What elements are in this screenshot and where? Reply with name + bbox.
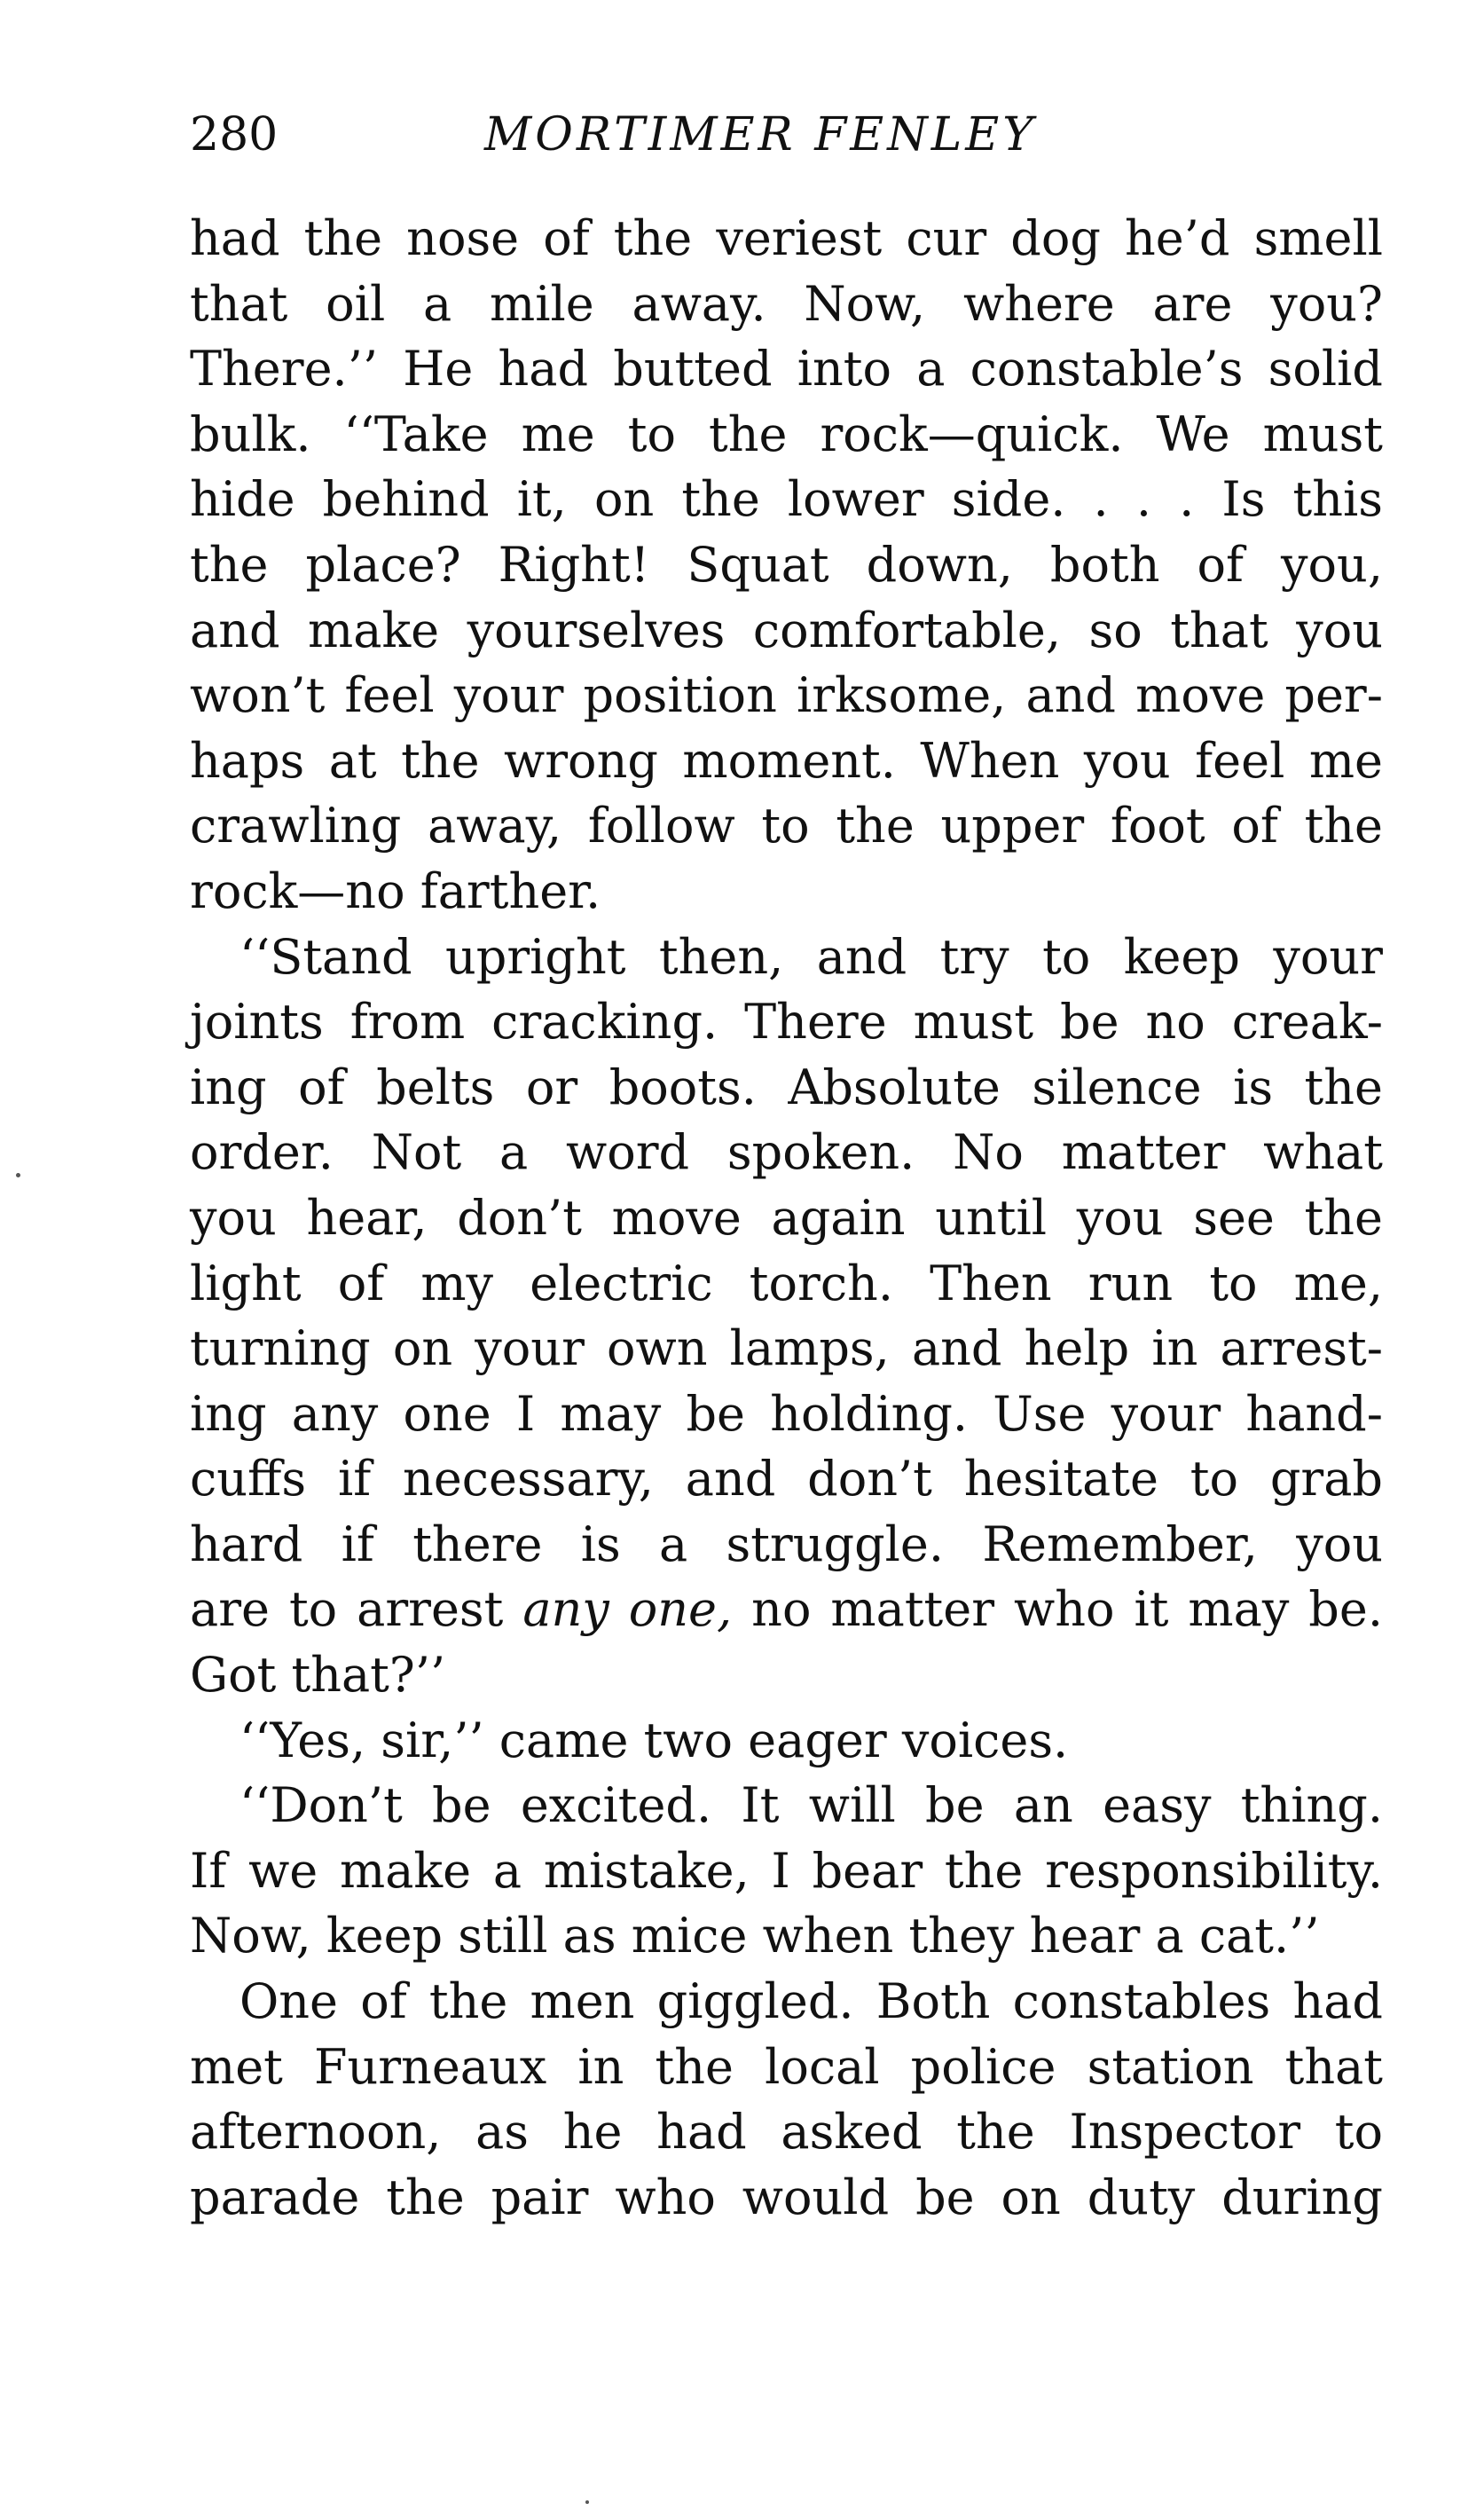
text-line: light of my electric torch. Then run to me, [190,1255,1383,1311]
text-line: had the nose of the veriest cur dog he’d smell [190,210,1383,266]
scan-speck [585,2500,589,2504]
text-line: cuffs if necessary, and don’t hesitate to grab [190,1451,1383,1507]
text-line: met Furneaux in the local police station that [190,2038,1383,2095]
body-text [190,206,1383,2230]
text-segment: no matter who it may be. [732,1581,1383,1638]
text-line: that oil a mile away. Now, where are you? [190,275,1383,332]
text-line: ing of belts or boots. Absolute silence is the [190,1059,1383,1115]
text-line-with-emphasis [190,1577,1383,1642]
text-line: hard if there is a struggle. Remember, you [190,1515,1383,1572]
paragraph-start-line: ‘‘Stand upright then, and try to keep your [239,928,1383,985]
text-line: crawling away, follow to the upper foot of the [190,798,1383,854]
text-line: If we make a mistake, I bear the responsibility. [190,1842,1383,1899]
paragraph-end-line: Got that?’’ [190,1647,446,1704]
text-line: bulk. ‘‘Take me to the rock—quick. We must [190,405,1383,462]
text-line: parade the pair who would be on duty during [190,2169,1383,2225]
page-number: 280 [190,108,279,161]
paragraph-end-line: rock—no farther. [190,862,601,919]
running-title: MORTIMER FENLEY [484,108,1037,161]
paragraph-end-line: Now, keep still as mice when they hear a cat.’’ [190,1908,1320,1964]
single-line-paragraph: ‘‘Yes, sir,’’ came two eager voices. [239,1712,1069,1768]
text-line: turning on your own lamps, and help in arrest- [190,1320,1383,1377]
text-line: afternoon, as he had asked the Inspector to [190,2104,1383,2161]
scan-speck [16,1173,20,1177]
text-line: haps at the wrong moment. When you feel me [190,732,1383,789]
text-line: and make yourselves comfortable, so that you [190,602,1383,658]
emphasis-text: any one, [522,1581,733,1638]
text-line: the place? Right! Squat down, both of you, [190,536,1383,593]
text-line: hide behind it, on the lower side. . . . Is this [190,471,1383,528]
text-line: won’t feel your position irksome, and move per- [190,667,1383,724]
text-line: you hear, don’t move again until you see the [190,1189,1383,1246]
page-header [190,108,1383,179]
paragraph-start-line: One of the men giggled. Both constables had [239,1973,1383,2030]
text-line: There.’’ He had butted into a constable’s solid [190,341,1383,398]
text-line: ing any one I may be holding. Use your hand- [190,1385,1383,1442]
text-segment: are to arrest [190,1581,523,1638]
text-line: joints from cracking. There must be no creak- [190,994,1383,1051]
text-line: order. Not a word spoken. No matter what [190,1124,1383,1181]
paragraph-start-line: ‘‘Don’t be excited. It will be an easy thing. [239,1777,1383,1834]
